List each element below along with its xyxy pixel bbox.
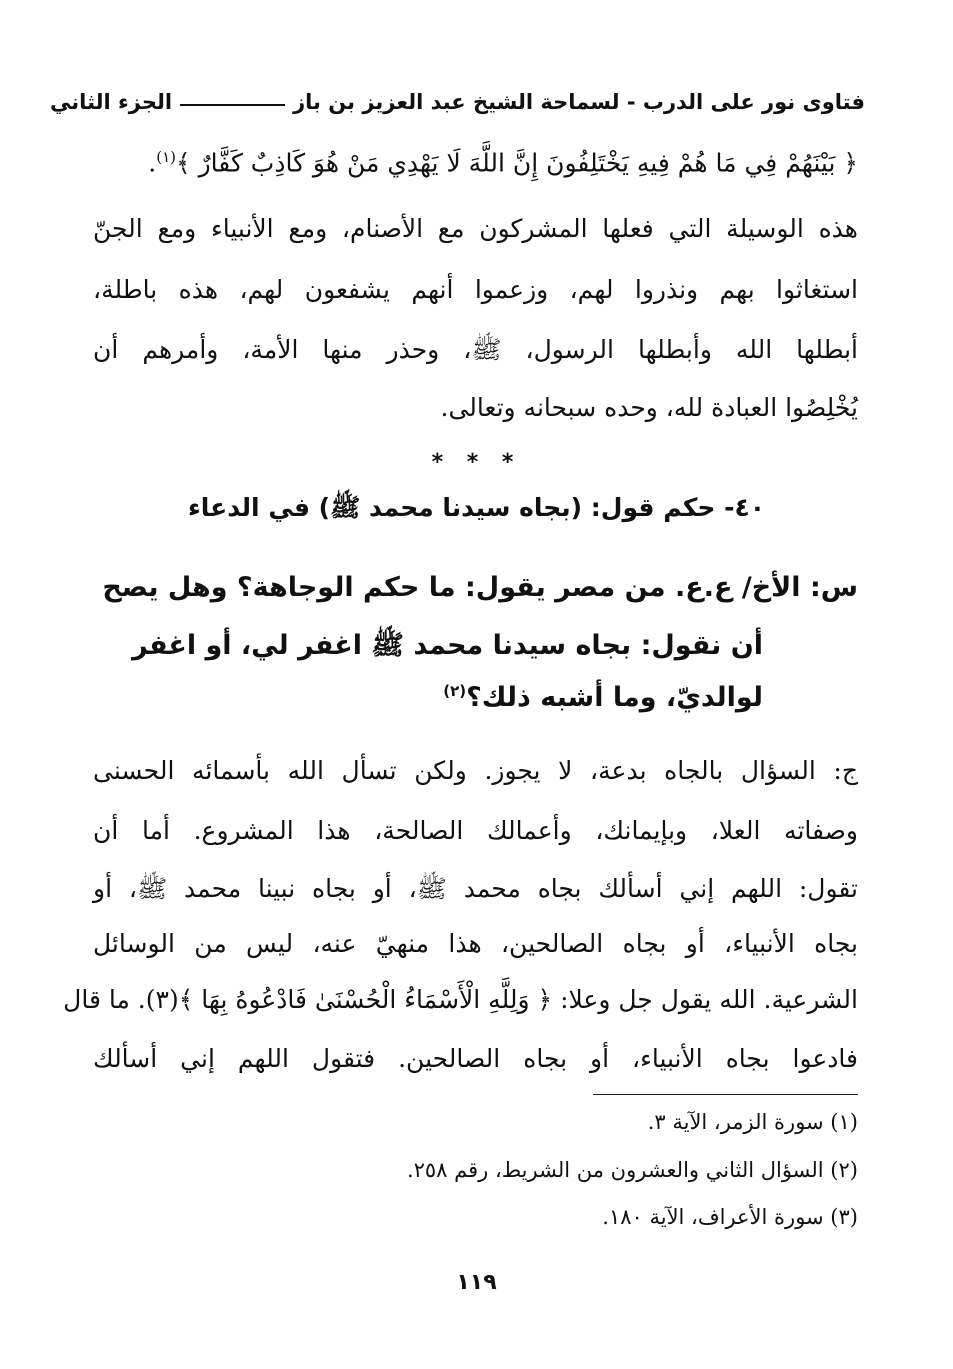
question-prefix: س:: [809, 572, 858, 603]
answer-line: تقول: اللهم إني أسألك بجاه محمد ﷺ، أو بجاه نبينا محمد ﷺ، أو: [93, 874, 858, 903]
footnote: (١) سورة الزمر، الآية ٣.: [647, 1110, 858, 1134]
part-label: الجزء الثاني: [50, 90, 173, 114]
answer-line: ج: السؤال بالجاه بدعة، لا يجوز. ولكن تسأل الله بأسمائه الحسنى: [93, 756, 858, 785]
answer-line: بجاه الأنبياء، أو بجاه الصالحين، هذا منهيّ عنه، ليس من الوسائل: [93, 929, 858, 958]
quran-verse-text: ﴿ بَيْنَهُمْ فِي مَا هُمْ فِيهِ يَخْتَلِفُونَ إِنَّ اللَّهَ لَا يَهْدِي مَنْ هُوَ كَاذِبٌ كَفَّارٌ ﴾: [176, 148, 858, 178]
footnote-ref: (٢): [443, 682, 467, 700]
book-title: فتاوى نور على الدرب - لسماحة الشيخ عبد العزيز بن باز: [293, 90, 865, 114]
answer-line: الشرعية. الله يقول جل وعلا: ﴿ وَلِلَّهِ الْأَسْمَاءُ الْحُسْنَىٰ فَادْعُوهُ بِهَا ﴾(٣). ما قال: [63, 985, 858, 1014]
section-heading: ٤٠- حكم قول: (بجاه سيدنا محمد ﷺ) في الدعاء: [187, 493, 766, 522]
body-line: يُخْلِصُوا العبادة لله، وحده سبحانه وتعالى.: [440, 393, 858, 422]
body-line: هذه الوسيلة التي فعلها المشركون مع الأصنام، ومع الأنبياء ومع الجنّ: [93, 214, 858, 243]
page-number: ١١٩: [456, 1270, 497, 1295]
body-line: استغاثوا بهم ونذروا لهم، وزعموا أنهم يشفعون لهم، هذه باطلة،: [93, 275, 858, 304]
footnote-ref: (١): [156, 148, 177, 166]
answer-line: وصفاته العلا، وبإيمانك، وأعمالك الصالحة، هذا المشروع. أما أن: [93, 816, 858, 845]
question-line: س: الأخ/ ع.ع. من مصر يقول: ما حكم الوجاهة؟ وهل يصح: [102, 572, 858, 603]
footnote-rule: [593, 1094, 858, 1095]
body-line: أبطلها الله وأبطلها الرسول، ﷺ، وحذر منها الأمة، وأمرهم أن: [93, 335, 858, 364]
footnote: (٣) سورة الأعراف، الآية ١٨٠.: [602, 1205, 858, 1229]
running-header: [50, 90, 865, 114]
footnote: (٢) السؤال الثاني والعشرون من الشريط، رقم ٢٥٨.: [406, 1158, 858, 1182]
answer-line: فادعوا بجاه الأنبياء، أو بجاه الصالحين. فتقول اللهم إني أسألك: [93, 1044, 858, 1073]
question-line: أن نقول: بجاه سيدنا محمد ﷺ اغفر لي، أو اغفر: [132, 630, 763, 661]
verse-line: ﴿ بَيْنَهُمْ فِي مَا هُمْ فِيهِ يَخْتَلِفُونَ إِنَّ اللَّهَ لَا يَهْدِي مَنْ هُوَ كَاذِبٌ كَفَّارٌ ﴾$^{(١)}$.: [148, 148, 858, 178]
question-line: لوالديّ، وما أشبه ذلك؟$^{(٢)}$: [443, 682, 763, 713]
header-rule: [180, 104, 285, 106]
section-separator: * * *: [431, 450, 522, 475]
